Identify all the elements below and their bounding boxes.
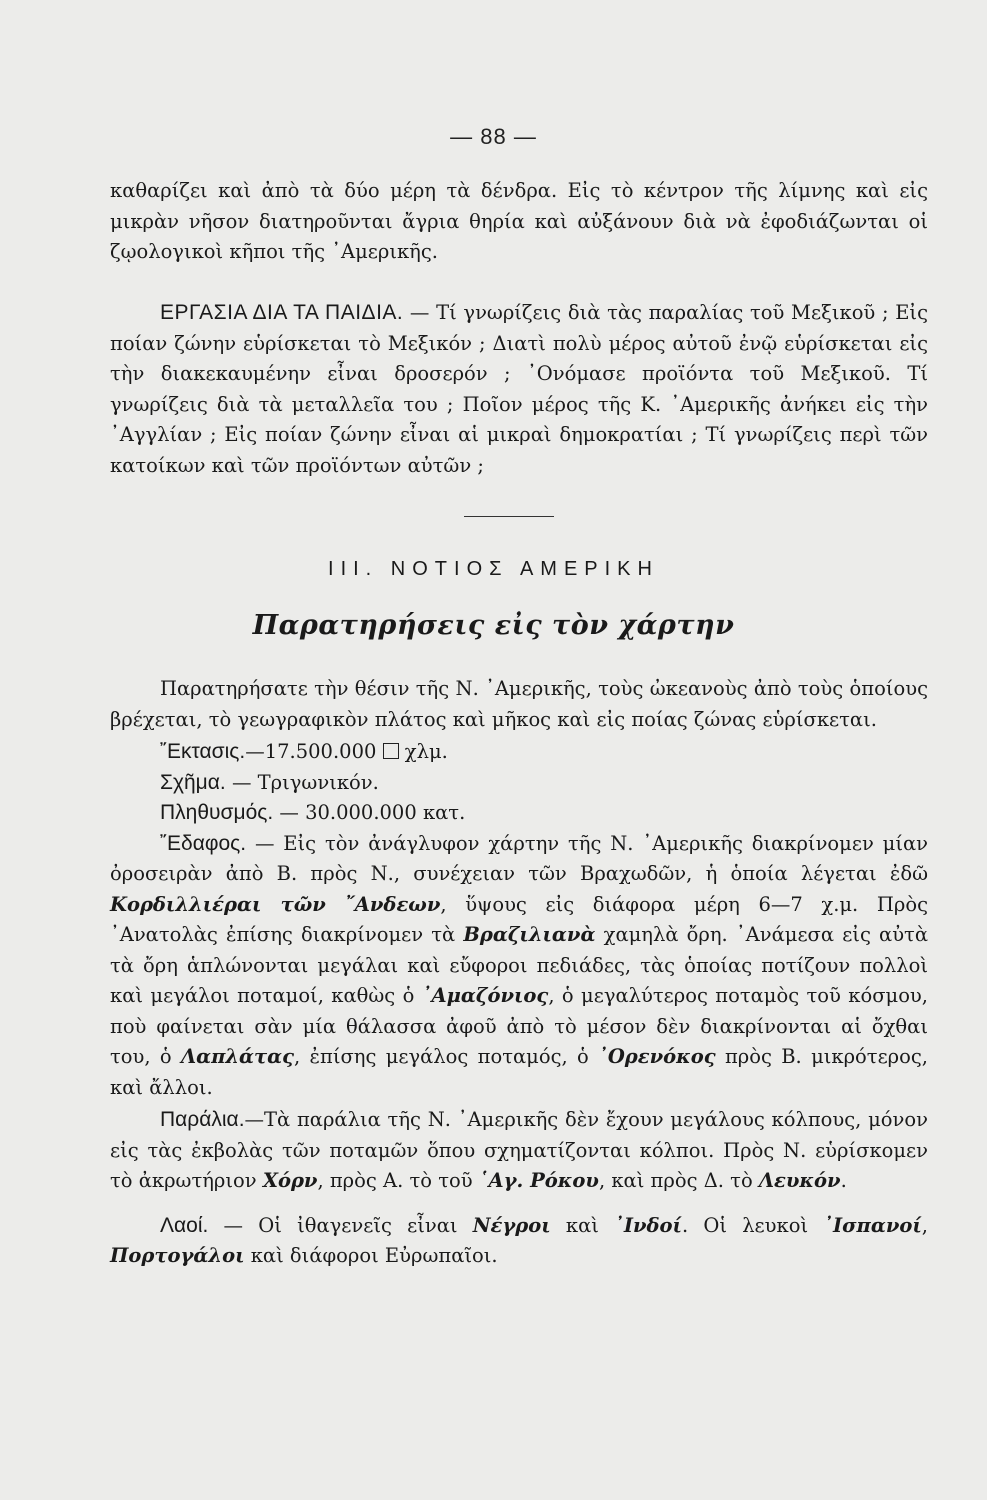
spaniards-term: ᾿Ισπανοί [823,1213,922,1237]
peoples-text-3: . Οἱ λευκοὶ [681,1213,824,1237]
roque-term: ῾Αγ. Ρόκου [478,1169,599,1192]
terrain-label: ῎Εδαφος. [160,831,247,855]
terrain-text-2: , ὕψους εἰς διάφορα μέρη 6—7 χ.μ. Πρὸς ᾿Ανατολὰς ἐπίσης διακρίνομεν τὰ [110,892,928,946]
population-value: — 30.000.000 κατ. [273,801,466,824]
brazil-term: Βραζιλιανὰ [463,923,596,946]
exercise-paragraph [110,298,928,481]
exercise-text: — Τί γνωρίζεις διὰ τὰς παραλίας τοῦ Μεξικοῦ ; Εἰς ποίαν ζώνην εὑρίσκεται τὸ Μεξικόν ; Διατὶ πολὺ μέρος αὐτοῦ ἐνῷ εὑρίσκεται εἰς τὴν διακεκαυμένην εἶναι δροσερόν ; ᾿Ονόμασε προϊόντα τοῦ Μεξικοῦ. Τί γνωρίζεις διὰ τὰ μεταλλεῖα του ; Ποῖον μέρος τῆς Κ. ᾿Αμερικῆς ἀνήκει εἰς τὴν ᾿Αγγλίαν ; Εἰς ποίαν ζώνην εἶναι αἱ μικραὶ δημοκρατίαι ; Τί γνωρίζεις περὶ τῶν κατοίκων καὶ τῶν προϊόντων αὐτῶν ; [110,301,928,477]
section-title: ΙΙΙ. ΝΟΤΙΟΣ ΑΜΕΡΙΚΗ [328,558,659,580]
coasts-text-4: . [840,1169,847,1192]
peoples-text-4: , [921,1213,928,1237]
coasts-label: Παράλια. [160,1108,245,1131]
horn-term: Χόρν [262,1169,318,1192]
square-symbol-icon [383,743,399,759]
coasts-text-2: , πρὸς Α. τὸ τοῦ [317,1169,479,1192]
blanco-term: Λευκόν [758,1169,841,1192]
coasts-text-1: —Τὰ παράλια τῆς Ν. ᾿Αμερικῆς δὲν ἔχουν μεγάλους κόλπους, μόνον εἰς τὰς ἐκβολὰς τῶν ποταμῶν ὅπου σχηματίζονται κόλποι. Πρὸς Ν. εὑρίσκομεν τὸ ἀκρωτήριον [110,1108,928,1192]
observe-paragraph: Παρατηρήσατε τὴν θέσιν τῆς Ν. ᾿Αμερικῆς, τοὺς ὠκεανοὺς ἀπὸ τοὺς ὁποίους βρέχεται, τὸ γεωγραφικὸν πλάτος καὶ μῆκος καὶ εἰς ποίας ζώνας εὑρίσκεται. [110,677,928,731]
terrain-text-5: , ἐπίσης μεγάλος ποταμός, ὁ [294,1045,599,1068]
area-value: —17.500.000 [245,740,377,763]
indians-term: ᾿Ινδοί [614,1213,682,1237]
terrain-text-6: πρὸς Β. μικρότερος, καὶ ἄλλοι. [110,1045,928,1099]
intro-text: καθαρίζει καὶ ἀπὸ τὰ δύο μέρη τὰ δένδρα. Εἰς τὸ κέντρον τῆς λίμνης καὶ εἰς μικρὰν νῆσον διατηροῦνται ἄγρια θηρία καὶ αὐξάνουν διὰ νὰ ἐφοδιάζωνται οἱ ζῳολογικοὶ κῆποι τῆς ᾿Αμερικῆς. [110,179,928,263]
andes-term: Κορδιλλιέραι τῶν ῎Ανδεων [110,892,441,916]
coasts-paragraph [110,1105,928,1197]
peoples-label: Λαοί. [160,1213,209,1237]
terrain-text-4: , ὁ μεγαλύτερος ποταμὸς τοῦ κόσμου, ποὺ φαίνεται σὰν μία θάλασσα ἀφοῦ ἀπὸ τὸ μέσον δὲν διακρίνονται αἱ ὄχθαι του, ὁ [110,984,928,1068]
coasts-text-3: , καὶ πρὸς Δ. τὸ [598,1169,759,1192]
area-line [110,737,928,768]
amazon-term: ᾿Αμαζόνιος [421,984,549,1007]
terrain-text-1: — Εἰς τὸν ἀνάγλυφον χάρτην τῆς Ν. ᾿Αμερικῆς διακρίνομεν μίαν ὀροσειρὰν ἀπὸ Β. πρὸς Ν., συνέχειαν τῶν Βραχωδῶν, ἡ ὁποία λέγεται ἐδῶ [110,831,928,885]
negroes-term: Νέγροι [472,1213,551,1237]
area-unit: χλμ. [404,740,448,763]
shape-value: — Τριγωνικόν. [225,770,379,794]
population-label: Πληθυσμός. [160,801,274,824]
main-content [110,674,928,1272]
page-number: — 88 — [450,124,537,149]
peoples-text-5: καὶ διάφοροι Εὐρωπαῖοι. [244,1244,498,1267]
area-label: ῎Εκτασις. [160,740,246,763]
peoples-paragraph [110,1211,928,1272]
population-line [110,798,928,829]
terrain-paragraph [110,829,928,1104]
plata-term: Λαπλάτας [180,1045,295,1068]
exercise-heading: ΕΡΓΑΣΙΑ ΔΙΑ ΤΑ ΠΑΙΔΙΑ. [160,301,404,324]
orinoco-term: ᾿Ορενόκος [598,1045,716,1068]
shape-line [110,768,928,799]
portuguese-term: Πορτογάλοι [110,1244,245,1267]
section-divider [464,516,554,517]
peoples-text-2: καὶ [550,1213,615,1237]
intro-paragraph [110,176,928,268]
terrain-text-3: χαμηλὰ ὄρη. ᾿Ανάμεσα εἰς αὐτὰ τὰ ὄρη ἁπλώνονται μεγάλαι καὶ εὔφοροι πεδιάδες, τὰς ὁποίας ποτίζουν πολλοὶ καὶ μεγάλοι ποταμοί, καθὼς ὁ [110,923,929,1007]
section-subtitle: Παρατηρήσεις εἰς τὸν χάρτην [252,610,735,641]
peoples-text-1: — Οἱ ἰθαγενεῖς εἶναι [208,1213,473,1237]
shape-label: Σχῆμα. [160,770,226,794]
